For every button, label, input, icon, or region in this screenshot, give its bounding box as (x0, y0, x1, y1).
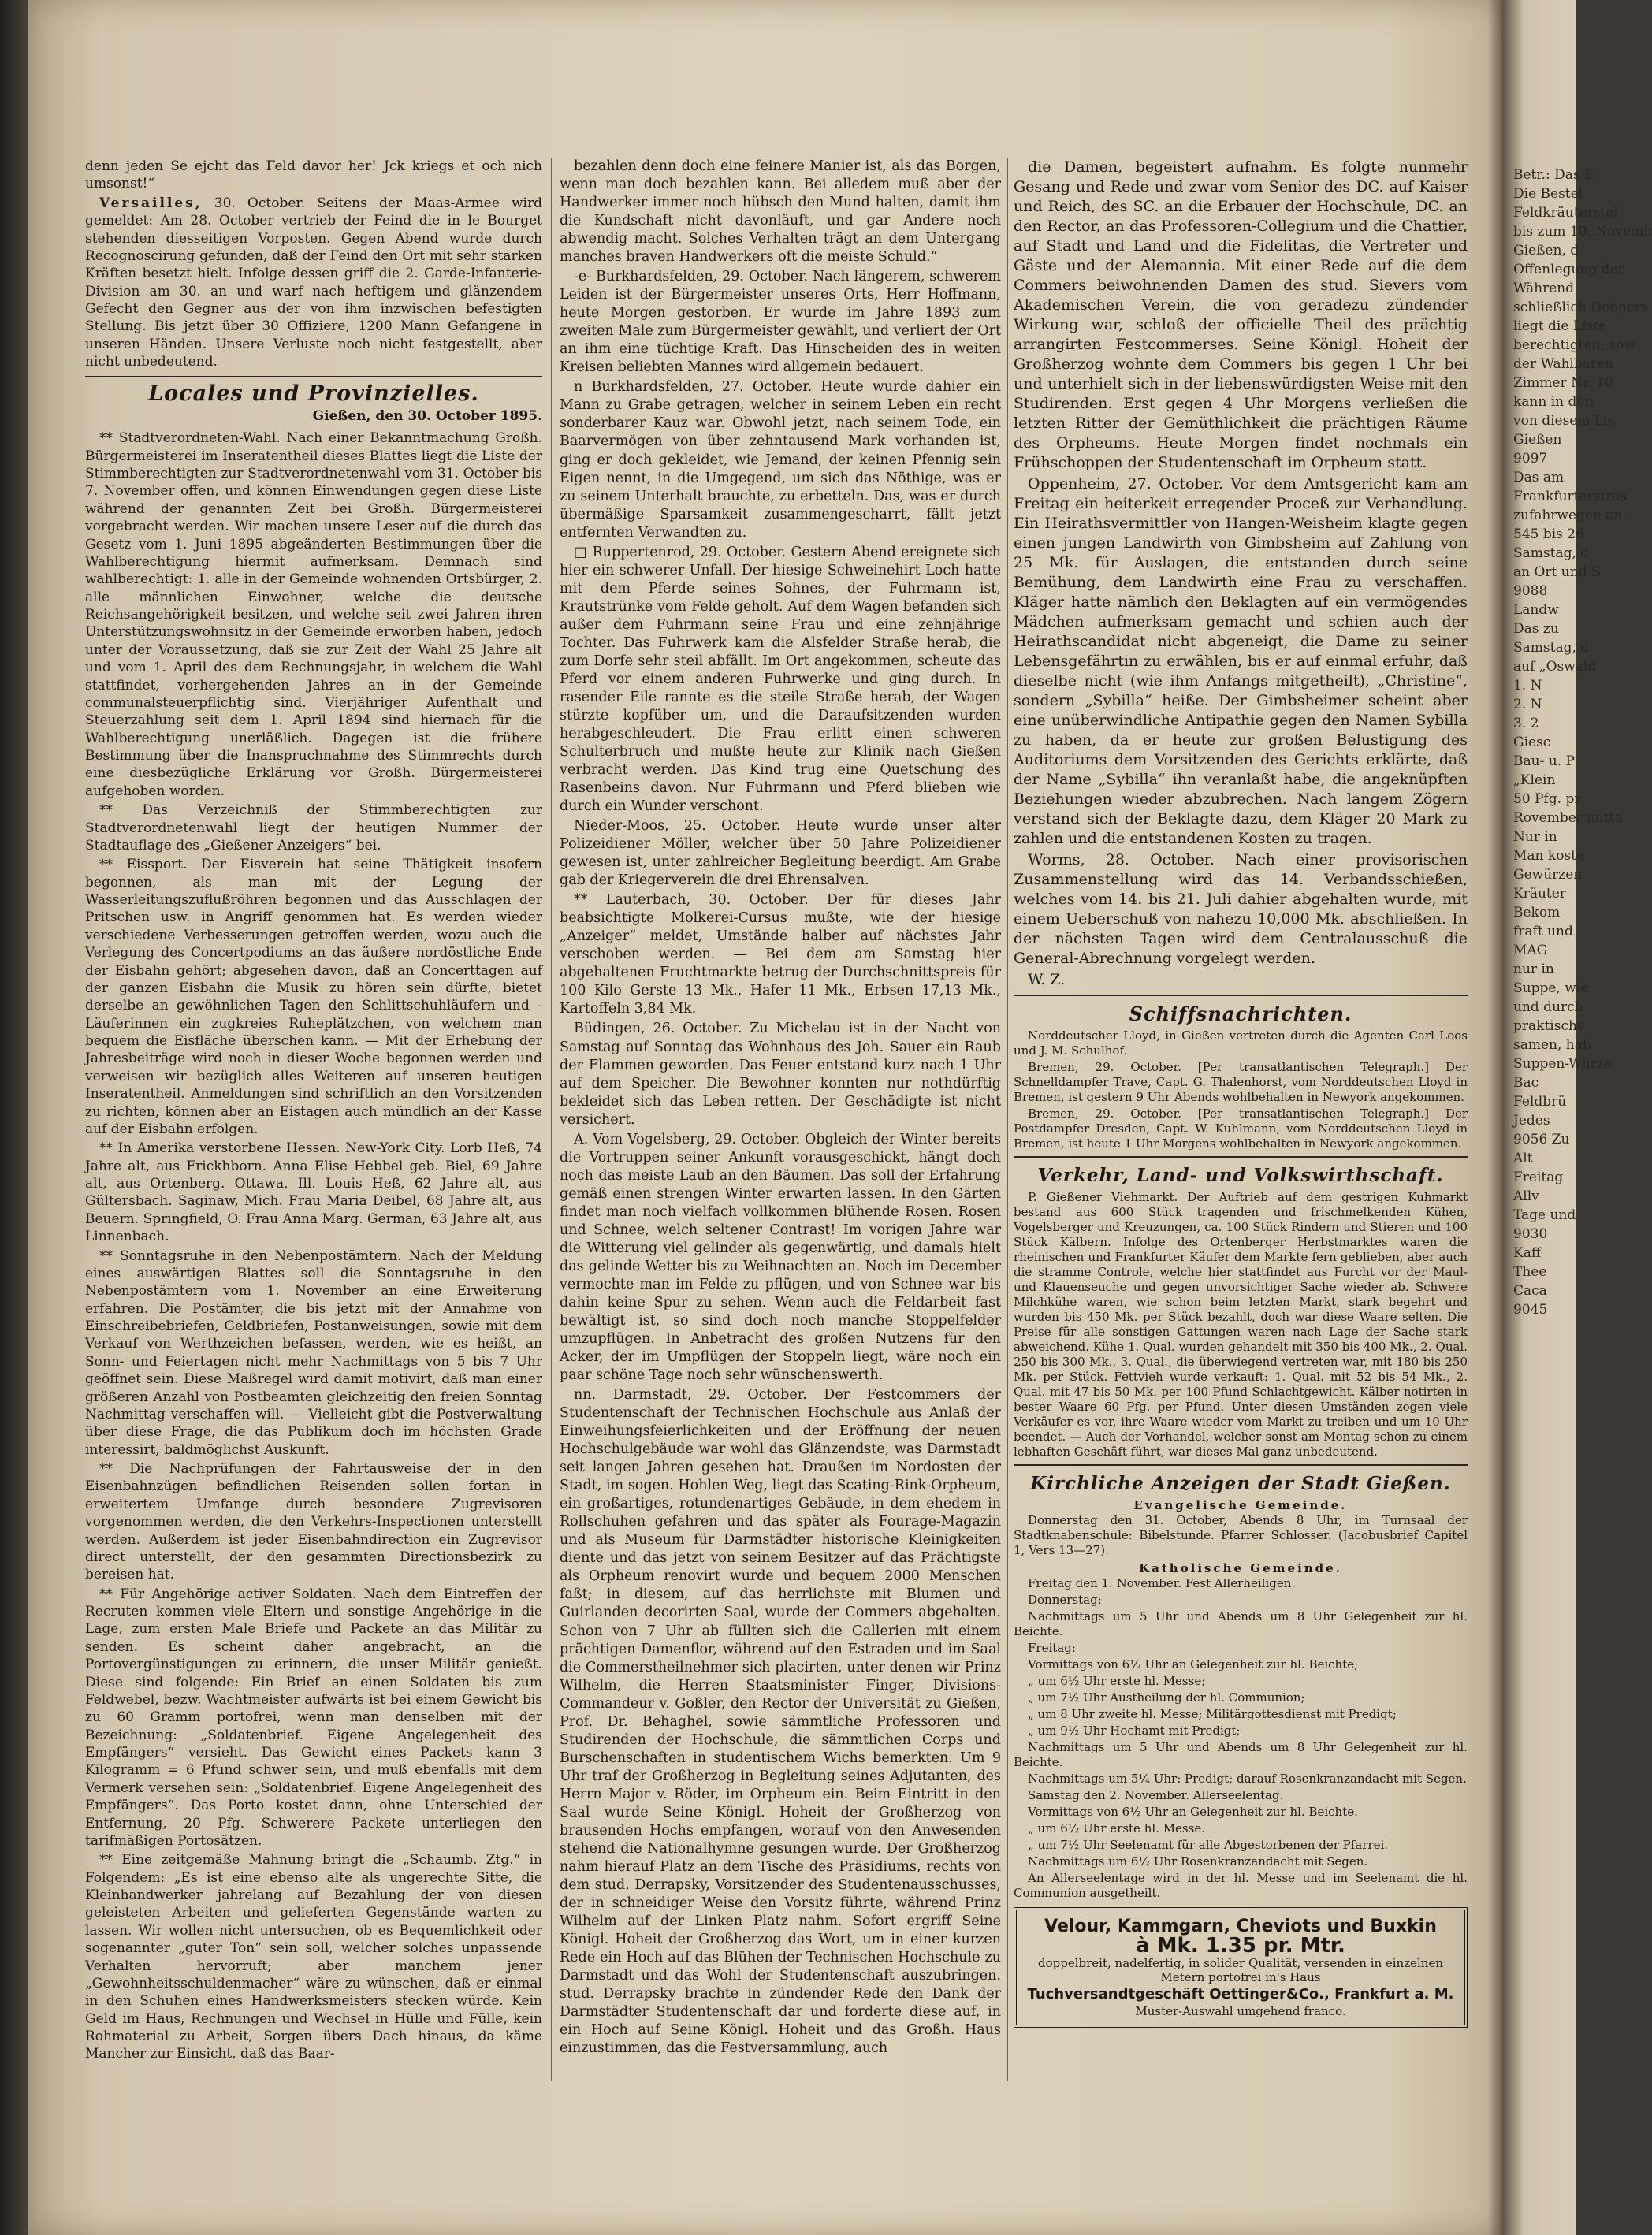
catholic-schedule-line: An Allerseelentage wird in der hl. Messe und im Seelenamt die hl. Communion ausgetheilt. (1014, 1871, 1468, 1900)
adjacent-page-line: Offenlegung der (1513, 262, 1624, 277)
adjacent-page-line: Nur in (1513, 829, 1557, 845)
versailles-place: Versailles, (99, 195, 203, 211)
adjacent-page-line: 9088 (1513, 583, 1548, 599)
adjacent-page-line: 1. N (1513, 678, 1542, 694)
adjacent-page-line: Während (1513, 281, 1575, 296)
article-paragraph: Oppenheim, 27. October. Vor dem Amtsgericht kam am Freitag ein heiterkeit erregender Proceß zur Verhandlung. Ein Heirathsvermittler von Hangen-Weisheim klagte gegen einen jungen Landwirth von Gimbsheim auf Zahlung von 25 Mk. für Auslagen, die entstanden durch seine Bemühung, dem Landwirth eine Frau zu verschaffen. Kläger hatte nämlich den Beklagten auf ein vermögendes Mädchen aufmerksam gemacht und schien auch der Heirathscandidat nicht abgeneigt, die Dame zu seiner Lebensgefährtin zu erwählen, bis er auf einmal erfuhr, daß dieselbe nicht (wie ihm Anfangs mitgetheilt), „Christine“, sondern „Sybilla“ heiße. Der Gimbsheimer scheint aber eine unüberwindliche Antipathie gegen den Namen Sybilla zu haben, da er heute zur großen Belustigung des Auditoriums dem Vorsitzenden des Gerichts erklärte, daß der Name „Sybilla“ ihn veranlaßt habe, die angeknüpften Beziehungen wieder abzubrechen. Nach langem Zögern verstand sich der Beklagte dazu, dem Kläger 20 Mark zu zahlen und die entstandenen Kosten zu tragen. (1014, 475, 1468, 847)
column-3-articles (1014, 158, 1468, 990)
adjacent-page-line: Zimmer Nr. 10 (1513, 375, 1613, 391)
adjacent-page-line: Alt (1513, 1151, 1533, 1166)
ad-samples: Muster-Auswahl umgehend franco. (1135, 2004, 1346, 2018)
adjacent-page-line: Frankfurterstras (1513, 489, 1628, 504)
adjacent-page-line: Samstag, d (1513, 640, 1590, 656)
adjacent-page-line: Feldbrü (1513, 1094, 1567, 1110)
adjacent-page-line: und durch (1513, 999, 1583, 1015)
adjacent-page-line: berechtigten, sow (1513, 337, 1635, 353)
catholic-schedule-line: Freitag: (1028, 1641, 1076, 1655)
section-rule (1014, 995, 1468, 996)
column-1-intro: denn jeden Se ejcht das Feld davor her! Jck kriegs et och nich umsonst!“ (85, 158, 542, 192)
adjacent-page-line: MAG (1513, 943, 1548, 958)
adjacent-page-text (1502, 0, 1652, 1319)
section-title-economy: Verkehr, Land- und Volkswirthschaft. (1037, 1165, 1444, 1186)
section-title-church: Kirchliche Anzeigen der Stadt Gießen. (1030, 1473, 1451, 1494)
article-paragraph: nn. Darmstadt, 29. October. Der Festcommers der Studentenschaft der Technischen Hochschule aus Anlaß der Einweihungsfeierlichkeiten und der Eröffnung der neuen Hochschulgebäude war wohl das Glänzendste, was Darmstadt seit langen Jahren gesehen hat. Draußen im Nordosten der Stadt, im sogen. Hohlen Weg, liegt das Scating-Rink-Orpheum, ein großartiges, rotundenartiges Gebäude, in dem ehedem in Rollschuhen gefahren und das später als Fourage-Magazin und als Museum für Darmstädter historische Kleinigkeiten diente und das jetzt von seinem Besitzer auf das Prächtigste als Orpheum renovirt wurde und bequem 2000 Menschen faßt; in diesem, auf das herrlichste mit Blumen und Guirlanden decorirten Saal, wurde der Commers abgehalten. Schon von 7 Uhr ab füllten sich die Gallerien mit einem prächtigen Damenflor, während auf den Estraden und im Saal die Commerstheilnehmer sich placirten, unter denen wir Prinz Wilhelm, die Herren Staatsminister Finger, Divisions-Commandeur v. Goßler, den Rector der Universität zu Gießen, Prof. Dr. Behaghel, sowie sämmtliche Professoren und Studirenden der Hochschule, die sämmtlichen Corps und Burschenschaften in studentischem Wichs bemerkten. Um 9 Uhr traf der Großherzog in Begleitung seines Adjutanten, des Herrn Major v. Röder, im Orpheum ein. Beim Eintritt in den Saal wurde Seine Königl. Hoheit der Großherzog von brausenden Hochs empfangen, worauf von den Anwesenden stehend die Nationalhymne gesungen wurde. Der Großherzog nahm hierauf Platz an dem Tische des Präsidiums, rechts von dem stud. Derrapsky, Vorsitzender des Studentenausschusses, der in schneidiger Weise den Vorsitz führte, während Prinz Wilhelm auf der Linken Platz nahm. Sofort ergriff Seine Königl. Hoheit der Großherzog das Wort, um in einer kurzen Rede ein Hoch auf das Blühen der Technischen Hochschule zu Darmstadt und das Wohl der Studentenschaft auszubringen. stud. Derrapsky brachte in zündender Rede den Dank der Darmstädter Studentenschaft dar und forderte diese auf, in ein Hoch auf Seine Königl. Hoheit und das Großh. Haus einzustimmen, das die Festversammlung, auch (560, 1387, 1001, 2057)
adjacent-page-line: von diesem Lis (1513, 413, 1615, 429)
adjacent-page-line: praktische (1513, 1018, 1585, 1034)
adjacent-page-line: Die Bestel (1513, 186, 1583, 202)
adjacent-page-line: an Ort und S (1513, 564, 1601, 580)
adjacent-page-line: kann in den (1513, 394, 1594, 410)
adjacent-page-line: Bau- u. P (1513, 753, 1575, 769)
binding-shadow (0, 0, 28, 2235)
catholic-schedule (1014, 1576, 1468, 1901)
adjacent-page-edge (1502, 0, 1652, 2235)
catholic-schedule-line: „ um 8 Uhr zweite hl. Messe; Militärgottesdienst mit Predigt; (1028, 1707, 1397, 1721)
catholic-schedule-line: Vormittags von 6½ Uhr an Gelegenheit zur hl. Beichte; (1028, 1657, 1359, 1672)
adjacent-page-line: Gießen, d (1513, 243, 1579, 258)
column-2-articles (560, 158, 1001, 2058)
ship-news (1014, 1028, 1468, 1151)
catholic-title: Katholische Gemeinde. (1139, 1561, 1342, 1575)
catholic-schedule-line: „ um 7½ Uhr Seelenamt für alle Abgestorbenen der Pfarrei. (1028, 1838, 1389, 1852)
adjacent-page-line: Man koste (1513, 848, 1585, 864)
section-title-ships: Schiffsnachrichten. (1129, 1002, 1352, 1025)
article-paragraph: ** Das Verzeichniß der Stimmberechtigten zur Stadtverordnetenwahl liegt der heutigen Nummer der Stadtauflage des „Gießener Anzeigers“ bei. (85, 802, 542, 853)
adjacent-page-line: Thee (1513, 1264, 1547, 1280)
adjacent-page-line: Kräuter (1513, 886, 1566, 902)
article-paragraph: n Burkhardsfelden, 27. October. Heute wurde dahier ein Mann zu Grabe getragen, welcher in seinem Leben ein recht sonderbarer Kauz war. Obwohl jetzt, nach seinem Tode, ein Baarvermögen von über zehntausend Mark vorhanden ist, ging er doch gekleidet, wie Jemand, der keinen Pfennig sein Eigen nennt, in die Umgegend, um sich das Nöthige, was er zu seinem Unterhalt brauchte, zu erbetteln. Das, was er durch übermäßige Sparsamkeit zusammengescharrt, fällt jetzt entfernten Verwandten zu. (560, 379, 1001, 541)
catholic-schedule-line: Freitag den 1. November. Fest Allerheiligen. (1028, 1576, 1296, 1590)
column-1 (85, 158, 542, 2065)
catholic-schedule-line: Nachmittags um 6½ Uhr Rosenkranzandacht mit Segen. (1028, 1854, 1368, 1869)
adjacent-page-line: Gießen (1513, 432, 1562, 448)
cloth-advertisement (1014, 1907, 1468, 2028)
catholic-schedule-line: Vormittags von 6½ Uhr an Gelegenheit zur hl. Beichte. (1028, 1805, 1358, 1819)
section-title-locales: Locales und Provinzielles. (148, 381, 479, 406)
column-3 (1014, 158, 1468, 2028)
article-paragraph: -e- Burkhardsfelden, 29. October. Nach längerem, schwerem Leiden ist der Bürgermeister unseres Orts, Herr Hoffmann, heute Morgen gestorben. Er wurde im Jahre 1893 zum zweiten Male zum Bürgermeister gewählt, und verliert der Ort an ihm eine tüchtige Kraft. Das Hinscheiden des in weiten Kreisen beliebten Mannes wird allgemein bedauert. (560, 269, 1001, 376)
article-paragraph: ** Sonntagsruhe in den Nebenpostämtern. Nach der Meldung eines auswärtigen Blattes soll die Sonntagsruhe in den Nebenpostämtern vom 1. November an eine Erweiterung erfahren. Die Postämter, die bis jetzt mit der Annahme von Einschreibebriefen, Geldbriefen, Postanweisungen, sowie mit dem Verkauf von Werthzeichen befassen, werden, wie es heißt, an Sonn- und Feiertagen nicht mehr Nachmittags von 5 bis 7 Uhr geöffnet sein. Diese Maßregel wird damit motivirt, daß man einer größeren Anzahl von Postbeamten gleichzeitig den freien Sonntag Nachmittag verschaffen will. — Vielleicht gibt die Postverwaltung über diese Frage, die das Publikum doch im höchsten Grade interessirt, baldmöglichst Auskunft. (85, 1248, 542, 1458)
adjacent-page-line: Suppen-Würze (1513, 1056, 1613, 1072)
adjacent-page-line: Bac (1513, 1075, 1539, 1091)
adjacent-page-line: Samstag, d (1513, 545, 1590, 561)
column-divider (1007, 158, 1008, 2081)
adjacent-page-line: Jedes (1513, 1113, 1550, 1129)
article-paragraph: Büdingen, 26. October. Zu Michelau ist in der Nacht von Samstag auf Sonntag das Wohnhaus des Joh. Sauer ein Raub der Flammen geworden. Das Feuer entstand kurz nach 1 Uhr auf dem Speicher. Die Bewohner konnten nur nothdürftig bekleidet sich das Leben retten. Der Geschädigte ist nicht versichert. (560, 1021, 1001, 1128)
adjacent-page-line: 9097 (1513, 451, 1548, 467)
article-paragraph: ** Die Nachprüfungen der Fahrtausweise der in den Eisenbahnzügen befindlichen Reisenden sollen fortan in erweitertem Umfange durch besondere Zugrevisoren vorgenommen werden, die den Verkehrs-Inspectionen unterstellt werden. Außerdem ist jeder Eisenbahndirection ein Zugrevisor direct unterstellt, der den gesammten Directionsbezirk zu bereisen hat. (85, 1461, 542, 1583)
catholic-schedule-line: „ um 6½ Uhr erste hl. Messe. (1028, 1821, 1205, 1835)
article-paragraph: Nieder-Moos, 25. October. Heute wurde unser alter Polizeidiener Möller, welcher über 50 Jahre Polizeidiener gewesen ist, unter zahlreicher Begleitung beerdigt. Am Grabe gab der Kriegerverein die drei Ehrensalven. (560, 818, 1001, 889)
catholic-schedule-line: Nachmittags um 5¼ Uhr: Predigt; darauf Rosenkranzandacht mit Segen. (1028, 1772, 1467, 1786)
adjacent-page-line: Gewürzen (1513, 867, 1583, 883)
article-paragraph: A. Vom Vogelsberg, 29. October. Obgleich der Winter bereits die Vortruppen seiner Ankunft vorausgeschickt, hängt doch noch das meiste Laub an den Bäumen. Das soll der Erfahrung gemäß einen strengen Winter erwarten lassen. In den Gärten findet man noch vielfach vollkommen blühende Rosen. Rosen und Schnee, welch seltener Contrast! Im vorigen Jahre war die Witterung viel gelinder als gegenwärtig, und damals hielt das gelinde Wetter bis zu Weihnachten an. Noch im December vermochte man im Felde zu pflügen, und von Schnee war bis dahin keine Spur zu sehen. Wenn auch die Feldarbeit fast bewältigt ist, so sind doch noch manche Stoppelfelder umzupflügen. In Anbetracht des großen Nutzens für den Acker, der im Umpflügen der Stoppeln liegt, wäre noch ein paar schöne Tage noch sehr wünschenswerth. (560, 1131, 1001, 1384)
adjacent-page-line: Freitag (1513, 1170, 1564, 1185)
ship-news-item: Norddeutscher Lloyd, in Gießen vertreten durch die Agenten Carl Loos und J. M. Schulhof. (1014, 1028, 1468, 1058)
adjacent-page-line: 3. 2 (1513, 716, 1539, 731)
adjacent-page-line: 50 Pfg. pr (1513, 791, 1581, 807)
ad-description: doppelbreit, nadelfertig, in solider Qualität, versenden in einzelnen Metern portofrei in's Haus (1038, 1956, 1443, 1984)
adjacent-page-line: Suppe, wie (1513, 980, 1589, 996)
article-paragraph: Worms, 28. October. Nach einer provisorischen Zusammenstellung wird das 14. Verbandsschießen, welches vom 14. bis 21. Juli dahier abgehalten wurde, mit einem Ueberschuß von nahezu 10,000 Mk. abschließen. In der nächsten Tagen wird dem Centralausschuß die General-Abrechnung vorgelegt werden. (1014, 851, 1468, 967)
adjacent-page-line: 545 bis 26 (1513, 526, 1584, 542)
adjacent-page-line: Tage und (1513, 1207, 1576, 1223)
catholic-schedule-line: „ um 9½ Uhr Hochamt mit Predigt; (1028, 1724, 1241, 1738)
article-paragraph: ** Für Angehörige activer Soldaten. Nach dem Eintreffen der Recruten kommen viele Eltern und sonstige Angehörige in die Lage, zum ersten Male Briefe und Packete an das Militär zu senden. Es scheint daher angebracht, an die Portovergünstigungen zu erinnern, die unser Militär genießt. Diese sind folgende: Ein Brief an einen Soldaten bis zum Feldwebel, bezw. Wachtmeister aufwärts ist bei einem Gewicht bis zu 60 Gramm portofrei, wenn man denselben mit der Bezeichnung: „Soldatenbrief. Eigene Angelegenheit des Empfängers“ versieht. Das Gewicht eines Packets kann 3 Kilogramm = 6 Pfund schwer sein, und muß ebenfalls mit dem Vermerk versehen sein: „Soldatenbrief. Eigene Angelegenheit des Empfängers“. Das Porto kostet dann, ohne Unterschied der Entfernung, 20 Pfg. Schwerere Packete unterliegen den tarifmäßigen Portosätzen. (85, 1586, 542, 1849)
adjacent-page-line: zufahrwegen an (1513, 508, 1623, 523)
column-1-articles (85, 430, 542, 2063)
catholic-schedule-line: Donnerstag: (1028, 1593, 1102, 1607)
article-paragraph: ** Eissport. Der Eisverein hat seine Thätigkeit insofern begonnen, als man mit der Legung der Wasserleitungszuflußröhren begonnen und das Ausschlagen der Pritschen usw. in Angriff genommen hat. Es werden wieder verschiedene Verbesserungen getroffen werden, wozu auch die Verlegung des Concertpodiums an das äußere nordöstliche Ende der Eisbahn gehört; abgesehen davon, daß an Concerttagen auf der ganzen Eisbahn die Musik zu hören sein dürfte, bietet derselbe an gewöhnlichen Tagen den Schlittschuhläufern und -Läuferinnen ein zugkreies Ruheplätzchen, von welchem man bequem die Eisfläche überschen kann. — Mit der Erhebung der Jahresbeiträge wird noch in dieser Woche begonnen werden und verweisen wir bezüglich alles Weiteren auf unseren heutigen Inseratentheil. Anmeldungen sind schriftlich an den Vorsitzenden zu richten, können aber an Eistagen auch mündlich an der Kasse auf der Eisbahn erfolgen. (85, 857, 542, 1137)
adjacent-page-line: Feldkräuterstel (1513, 205, 1618, 221)
adjacent-page-line: Das am (1513, 470, 1565, 485)
article-paragraph: bezahlen denn doch eine feinere Manier ist, als das Borgen, wenn man doch bezahlen kann. Bei alledem muß aber der Handwerker immer noch hübsch den Mund halten, damit ihm die Kundschaft nicht davonläuft, und gar Andere noch abwendig macht. Solches Verhalten trägt an dem Untergang manches braven Handwerkers oft die meiste Schuld.“ (560, 158, 1001, 266)
adjacent-page-line: Bekom (1513, 905, 1561, 920)
economy-item: P. Gießener Viehmarkt. Der Auftrieb auf dem gestrigen Kuhmarkt bestand aus 600 Stück tragenden und frischmelkenden Kühen, Vogelsberger und Kreuzungen, ca. 100 Stück Rindern und Stieren und 100 Stück Kälbern. Infolge des Ortenberger Herbstmarktes waren die rheinischen und Frankfurter Käufer dem Markte fern geblieben, aber auch die stramme Controle, welche hier stattfindet aus Furcht vor der Maul- und Klauenseuche und gegen unvorsichtiger Sache wieder ab. Schwere Milchkühe waren, wie schon beim letzten Markt, stark begehrt und wurden bis 450 Mk. per Stück bezahlt, doch war diese Waare selten. Die Preise für alle sonstigen Gattungen waren nach Lage der Sache stark abweichend. Kühe 1. Qual. wurden gehandelt mit 350 bis 400 Mk., 2. Qual. 250 bis 300 Mk., 3. Qual., die überwiegend vertreten war, mit 180 bis 250 Mk. per Stück. Fettvieh wurde verkauft: 1. Qual. mit 52 bis 54 Mk., 2. Qual. mit 47 bis 50 Mk. per 100 Pfund Schlachtgewicht. Kälber notirten in bester Waare 60 Pfg. per Pfund. Unter diesen Umständen zogen viele Verkäufer es vor, ihre Waare wieder vom Markt zu treiben und um 10 Uhr beendet. — Auch der Vorhandel, welcher sonst am Montag schon zu einem lebhaften Geschäft führt, war dieses Mal ganz unbedeutend. (1014, 1190, 1468, 1459)
section-rule (1014, 1464, 1468, 1466)
section-rule (1014, 1156, 1468, 1158)
catholic-schedule-line: Samstag den 2. November. Allerseelentag. (1028, 1788, 1284, 1802)
catholic-schedule-line: Nachmittags um 5 Uhr und Abends um 8 Uhr Gelegenheit zur hl. Beichte. (1014, 1740, 1468, 1769)
ship-news-item: Bremen, 29. October. [Per transatlantischen Telegraph.] Der Schnelldampfer Trave, Capt. G. Thalenhorst, vom Norddeutschen Lloyd in Bremen, ist gestern 9 Uhr Abends wohlbehalten in Newyork angekommen. (1014, 1060, 1468, 1104)
article-paragraph: ** Stadtverordneten-Wahl. Nach einer Bekanntmachung Großh. Bürgermeisterei im Inseratentheil dieses Blattes liegt die Liste der Stimmberechtigten zur Stadtverordnetenwahl vom 31. October bis 7. November offen, und können Einwendungen gegen diese Liste während der genannten Zeit bei Großh. Bürgermeisterei vorgebracht werden. Wir machen unsere Leser auf die durch das Gesetz vom 1. Juni 1895 abgeänderten Bestimmungen über die Wahlberechtigung hiermit aufmerksam. Demnach sind wahlberechtigt: 1. alle in der Gemeinde wohnenden Ortsbürger, 2. alle männlichen Einwohner, welche die deutsche Reichsangehörigkeit besitzen, und welche seit zwei Jahren ihren Unterstützungswohnsitz in der Gemeinde erworben haben, jedoch unter der Voraussetzung, daß sie zur Zeit der Wahl 25 Jahre alt und vom 1. April des dem Rechnungsjahr, in welchem die Wahl stattfindet, vorhergehenden Jahres an in der Gemeinde communalsteuerpflichtig sind. Vierjähriger Aufenthalt und Steuerzahlung seit dem 1. April 1894 sind hiernach für die Wahlberechtigung unerläßlich. Dagegen ist die frühere Bestimmung über die Inanspruchnahme des Stimmrechts durch eine diesbezügliche Erklärung vor Großh. Bürgermeisterei aufgehoben worden. (85, 430, 542, 799)
adjacent-page-line: 2. N (1513, 697, 1542, 712)
adjacent-page-line: Landw (1513, 602, 1559, 618)
adjacent-page-line: auf „Oswald (1513, 659, 1597, 675)
adjacent-page-line: bis zum 10. Novemb (1513, 224, 1652, 240)
adjacent-page-line: Betr.: Das E (1513, 167, 1594, 183)
adjacent-page-line: nur in (1513, 961, 1554, 977)
evangelical-title: Evangelische Gemeinde. (1133, 1498, 1348, 1512)
article-paragraph: ** Eine zeitgemäße Mahnung bringt die „Schaumb. Ztg.“ in Folgendem: „Es ist eine ebenso alte als ungerechte Sitte, die Kleinhandwerker jahrelang auf Bezahlung der von diesen geleisteten Arbeiten und gelieferten Gegenstände warten zu lassen. Wir wollen nicht untersuchen, ob es Bequemlichkeit oder sogenannter „guter Ton“ sein soll, welcher solches unpassende Verhalten hervorruft; aber manchem jener „Gewohnheitsschuldenmacher“ wäre zu wünschen, daß er einmal in den Schuhen eines Handwerksmeisters stecken würde. Kein Geld im Haus, Rechnungen und Wechsel in Hülle und Fülle, kein Rohmaterial zu Arbeit, Sorgen übers Dach hinaus, da käme Mancher zur Einsicht, daß das Baar- (85, 1852, 542, 2062)
ad-price: à Mk. 1.35 pr. Mtr. (1136, 1934, 1345, 1958)
article-paragraph: ** Lauterbach, 30. October. Der für dieses Jahr beabsichtigte Molkerei-Cursus mußte, wie der hiesige „Anzeiger“ meldet, Umstände halber auf nächstes Jahr verschoben werden. — Bei dem am Samstag hier abgehaltenen Fruchtmarkte betrug der Durchschnittspreis für 100 Kilo Gerste 13 Mk., Hafer 11 Mk., Erbsen 17,13 Mk., Kartoffeln 3,84 Mk. (560, 892, 1001, 1017)
ad-company: Tuchversandtgeschäft Oettinger&Co., Frankfurt a. M. (1027, 1986, 1454, 2003)
article-paragraph: □ Ruppertenrod, 29. October. Gestern Abend ereignete sich hier ein schwerer Unfall. Der hiesige Schweinehirt Loch hatte mit dem Pferde seines Sohnes, der Fuhrmann ist, Krautstrünke vom Felde geholt. Auf dem Wagen befanden sich außer dem Fuhrmann seine Frau und eine zehnjährige Tochter. Das Fuhrwerk kam die Alsfelder Straße herab, die zum Dorfe sehr steil abfällt. Im Ort angekommen, scheute das Pferd vor einem anderen Fuhrwerke und ging durch. In rasender Eile rannte es die steile Straße herab, der Wagen stürzte kopfüber um, und die Daraufsitzenden wurden herabgeschleudert. Die Frau erlitt einen schweren Schulterbruch und mußte heute zur Klinik nach Gießen verbracht werden. Das Kind trug eine Quetschung des Rasenbeins davon. Nur Fuhrmann und Pferd blieben wie durch ein Wunder verschont. (560, 544, 1001, 815)
adjacent-page-line: samen, hab (1513, 1037, 1591, 1053)
adjacent-page-line: 9045 (1513, 1302, 1548, 1318)
adjacent-page-line: 9030 (1513, 1226, 1548, 1242)
adjacent-page-line: fraft und (1513, 924, 1573, 939)
column-2 (560, 158, 1001, 2059)
catholic-schedule-line: Nachmittags um 5 Uhr und Abends um 8 Uhr Gelegenheit zur hl. Beichte. (1014, 1609, 1468, 1638)
dateline: Gießen, den 30. October 1895. (312, 407, 542, 424)
section-rule (85, 376, 542, 377)
adjacent-page-line: Allv (1513, 1188, 1539, 1204)
adjacent-page-line: „Klein (1513, 772, 1556, 788)
ship-news-item: Bremen, 29. October. [Per transatlantischen Telegraph.] Der Postdampfer Dresden, Capt. W. Kuhlmann, vom Norddeutschen Lloyd in Bremen, ist heute 1 Uhr Morgens wohlbehalten in Newyork angekommen. (1014, 1106, 1468, 1151)
adjacent-page-line: Giesc (1513, 734, 1551, 750)
adjacent-page-line: Caca (1513, 1283, 1547, 1299)
article-paragraph: ** In Amerika verstorbene Hessen. New-York City. Lorb Heß, 74 Jahre alt, aus Frickhborn. Anna Elise Hebbel geb. Biel, 69 Jahre alt, aus Ortenberg. Ottawa, Ill. Louis Heß, 62 Jahre alt, aus Gültersbach. Saginaw, Mich. Frau Maria Deibel, 68 Jahre alt, aus Beuern. Springfield, O. Frau Anna Marg. German, 63 Jahre alt, aus Linnenbach. (85, 1140, 542, 1245)
column-divider (551, 158, 552, 2081)
adjacent-page-line: Das zu (1513, 621, 1559, 637)
article-paragraph: die Damen, begeistert aufnahm. Es folgte nunmehr Gesang und Rede und zwar vom Senior des DC. auf Kaiser und Reich, des SC. an die Erbauer der Hochschule, DC. an den Rector, an das Professoren-Collegium und die Chattier, auf Stadt und Land und die Fidelitas, die Vertreter und Gäste und der Alemannia. Mit einer Rede auf die dem Commers beiwohnenden Damen des stud. Sievers vom Akademischen Verein, die von geradezu zündender Wirkung war, schloß der officielle Theil des prächtig arrangirten Festcommerses. Seine Königl. Hoheit der Großherzog wohnte dem Commers bis gegen 1 Uhr bei und unterhielt sich in der liebenswürdigsten Weise mit den Studirenden. Erst gegen 4 Uhr Morgens verließen die letzten Ritter der Gemüthlichkeit die prächtigen Räume des Orpheums. Heute Morgen findet nochmals ein Frühschoppen der Studentenschaft im Orpheum statt. (1014, 158, 1468, 471)
evangelical-text: Donnerstag den 31. October, Abends 8 Uhr, im Turnsaal der Stadtknabenschule: Bibelstunde. Pfarrer Schlosser. (Jacobusbrief Capitel 1, Vers 13—27). (1014, 1513, 1468, 1557)
catholic-schedule-line: „ um 7½ Uhr Austheilung der hl. Communion; (1028, 1690, 1305, 1705)
economy-news (1014, 1190, 1468, 1460)
adjacent-page-line: schließlich Donners (1513, 299, 1648, 315)
adjacent-page-line: Kaff (1513, 1245, 1541, 1261)
versailles-text: 30. October. Seitens der Maas-Armee wird gemeldet: Am 28. October vertrieb der Feind die in le Bourget stehenden diesseitigen Vorposten. Gegen Abend wurde durch Recognoscirung gefunden, daß der Feind den Ort mit sehr starken Kräften besetzt hielt. Infolge dessen griff die 2. Garde-Infanterie-Division am 30. an und warf nach heftigem und glänzendem Gefecht den Gegner aus der von ihm inzwischen befestigten Stellung. Bis jetzt über 30 Offiziere, 1200 Mann Gefangene in unseren Händen. Unsere Verluste noch nicht festgestellt, aber nicht unbedeutend. (85, 195, 543, 370)
adjacent-page-line: der Wahlbaren (1513, 356, 1614, 372)
adjacent-page-line: liegt die Liste (1513, 318, 1607, 334)
article-paragraph: W. Z. (1028, 971, 1066, 988)
adjacent-page-line: Rovember mitta (1513, 810, 1623, 826)
versailles-report (85, 195, 542, 371)
adjacent-page-line: 9056 Zu (1513, 1132, 1570, 1147)
catholic-schedule-line: „ um 6½ Uhr erste hl. Messe; (1028, 1674, 1206, 1688)
ad-headline: Velour, Kammgarn, Cheviots und Buxkin (1044, 1917, 1437, 1936)
